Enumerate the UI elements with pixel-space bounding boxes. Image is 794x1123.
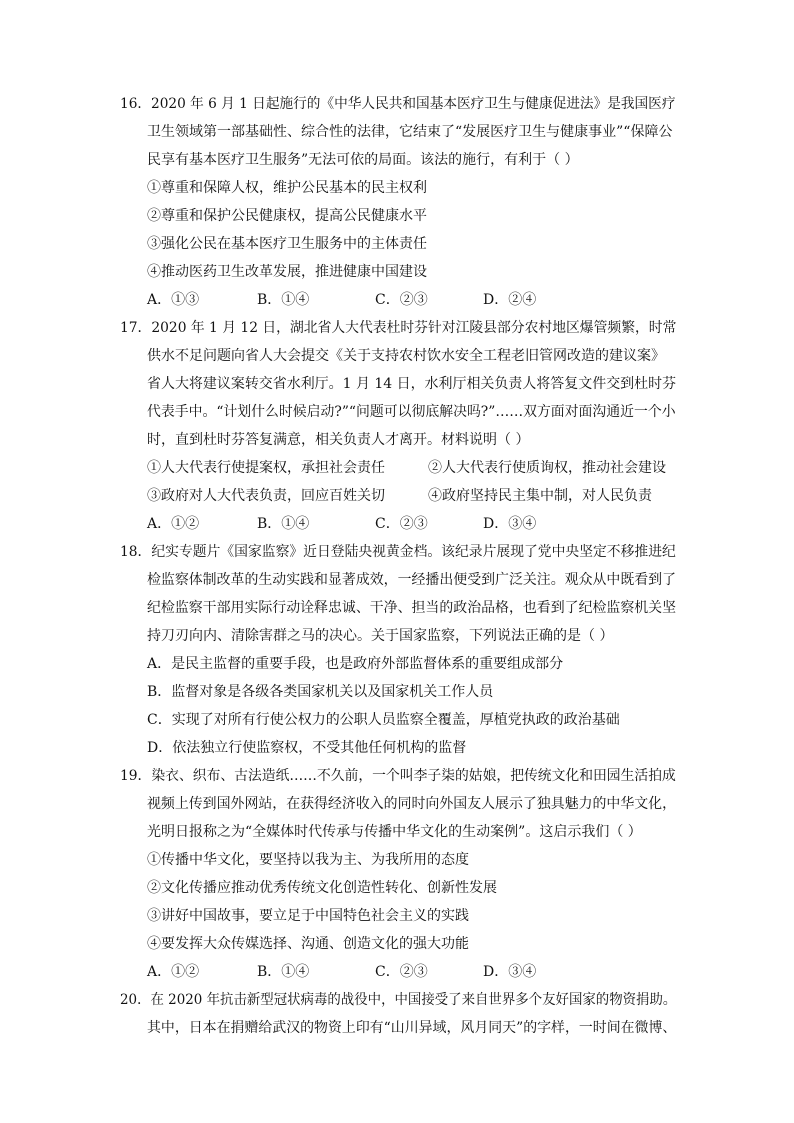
q19-choice-b: B．①④ [257,964,310,980]
q18-stem-line-3: 纪检监察干部用实际行动诠释忠诚、干净、担当的政治品格，也看到了纪检监察机关坚 [147,600,677,616]
q16-choice-b: B．①④ [257,292,310,308]
q17-choice-a: A．①② [147,516,200,532]
q18-stem-line-2: 检监察体制改革的生动实践和显著成效，一经播出便受到广泛关注。观众从中既看到了 [147,572,677,588]
q17-option-3: ③政府对人大代表负责，回应百姓关切 [147,488,385,504]
q19-choice-d: D．③④ [483,964,537,980]
q19-stem-line-1: 19．染衣、织布、古法造纸……不久前，一个叫李子柒的姑娘，把传统文化和田园生活拍成 [120,768,676,784]
q18-option-a: A．是民主监督的重要手段，也是政府外部监督体系的重要组成部分 [147,656,564,672]
q18-option-d: D．依法独立行使监察权，不受其他任何机构的监督 [147,740,467,756]
q17-stem-line-5: 时，直到杜时芬答复满意，相关负责人才离开。材料说明（ ） [147,432,530,448]
q19-stem-line-2: 视频上传到国外网站，在获得经济收入的同时向外国友人展示了独具魅力的中华文化， [147,796,677,812]
q20-stem-line-2: 其中，日本在捐赠给武汉的物资上印有“山川异域，风月同天”的字样，一时间在微博、 [147,1020,677,1036]
q19-stem-line-3: 光明日报称之为“全媒体时代传承与传播中华文化的生动案例”。这启示我们（ ） [147,824,642,840]
q17-choice-d: D．③④ [483,516,537,532]
q19-option-3: ③讲好中国故事，要立足于中国特色社会主义的实践 [147,908,469,924]
q16-option-2: ②尊重和保护公民健康权，提高公民健康水平 [147,208,427,224]
q16-option-4: ④推动医药卫生改革发展，推进健康中国建设 [147,264,427,280]
q19-choice-a: A．①② [147,964,200,980]
q17-option-2: ②人大代表行使质询权，推动社会建设 [428,460,666,476]
q16-choice-a: A．①③ [147,292,200,308]
q19-choice-c: C．②③ [375,964,428,980]
q17-choice-b: B．①④ [257,516,310,532]
q19-option-1: ①传播中华文化，要坚持以我为主、为我所用的态度 [147,852,469,868]
q16-option-3: ③强化公民在基本医疗卫生服务中的主体责任 [147,236,427,252]
q16-stem-line-2: 卫生领域第一部基础性、综合性的法律，它结束了“发展医疗卫生与健康事业”“保障公 [147,124,673,140]
q16-option-1: ①尊重和保障人权，维护公民基本的民主权利 [147,180,427,196]
q16-choice-c: C．②③ [375,292,428,308]
q20-stem-line-1: 20．在 2020 年抗击新型冠状病毒的战役中，中国接受了来自世界多个友好国家的物资捐助。 [120,992,677,1008]
q17-stem-line-1: 17．2020 年 1 月 12 日，湖北省人大代表杜时芬针对江陵县部分农村地区爆管频繁，时常 [120,320,677,336]
q17-option-1: ①人大代表行使提案权，承担社会责任 [147,460,385,476]
q17-choice-c: C．②③ [375,516,428,532]
q18-option-b: B．监督对象是各级各类国家机关以及国家机关工作人员 [147,684,494,700]
q17-stem-line-4: 代表手中。“计划什么时候启动?”“问题可以彻底解决吗?”……双方面对面沟通近一个小 [147,404,676,420]
q16-stem-line-1: 16．2020 年 6 月 1 日起施行的《中华人民共和国基本医疗卫生与健康促进法》是我国医疗 [120,96,676,112]
q17-stem-line-3: 省人大将建议案转交省水利厅。1 月 14 日，水利厅相关负责人将答复文件交到杜时芬 [147,376,677,392]
q18-stem-line-1: 18．纪实专题片《国家监察》近日登陆央视黄金档。该纪录片展现了党中央坚定不移推进纪 [120,544,676,560]
q19-option-2: ②文化传播应推动优秀传统文化创造性转化、创新性发展 [147,880,497,896]
q17-option-4: ④政府坚持民主集中制，对人民负责 [428,488,652,504]
q16-stem-line-3: 民享有基本医疗卫生服务”无法可依的局面。该法的施行，有利于（ ） [147,152,579,168]
q19-option-4: ④要发挥大众传媒选择、沟通、创造文化的强大功能 [147,936,469,952]
q17-stem-line-2: 供水不足问题向省人大会提交《关于支持农村饮水安全工程老旧管网改造的建议案》 [147,348,665,364]
q18-stem-line-4: 持刀刃向内、清除害群之马的决心。关于国家监察，下列说法正确的是（ ） [147,628,614,644]
q16-choice-d: D．②④ [483,292,537,308]
q18-option-c: C．实现了对所有行使公权力的公职人员监察全覆盖，厚植党执政的政治基础 [147,712,620,728]
